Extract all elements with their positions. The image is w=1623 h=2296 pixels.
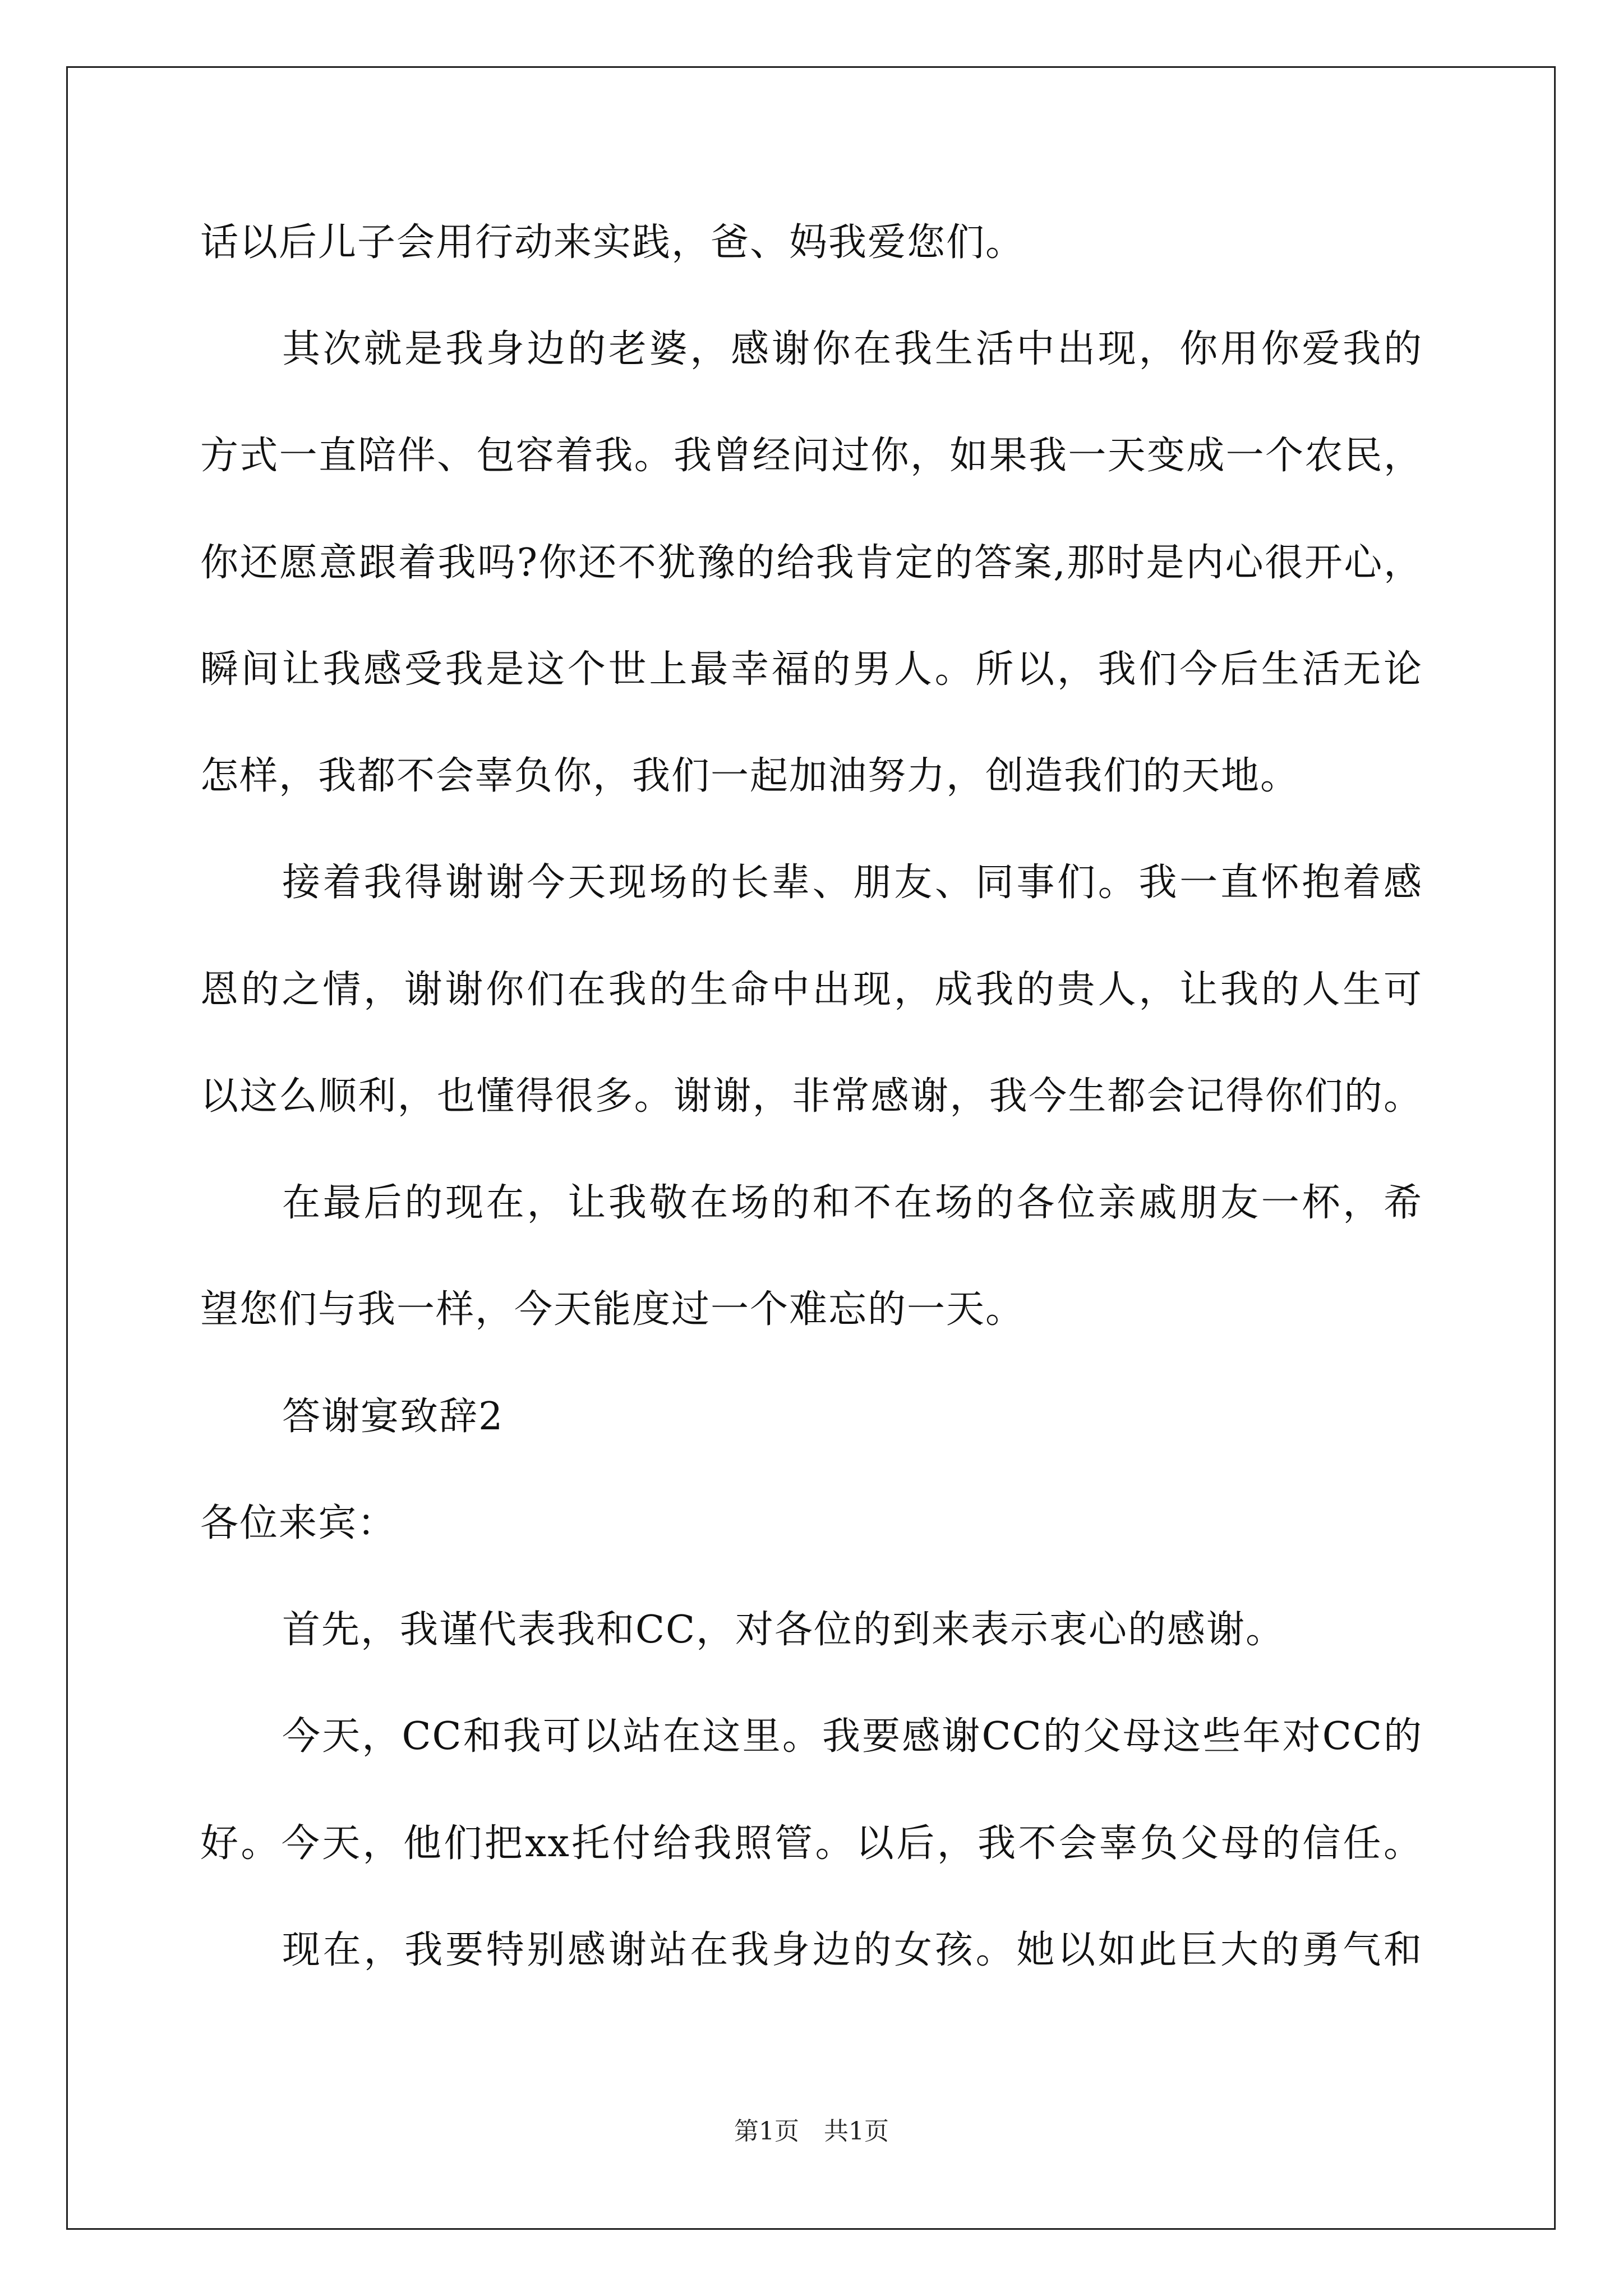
page-number-footer: 第1页 共1页 xyxy=(734,2117,889,2146)
text-line-1: 话以后儿子会用行动来实践，爸、妈我爱您们。 xyxy=(200,220,1025,265)
text-line-5: 瞬间让我感受我是这个世上最幸福的男人。所以，我们今后生活无论 xyxy=(200,647,1423,692)
text-line-3: 方式一直陪伴、包容着我。我曾经问过你，如果我一天变成一个农民， xyxy=(200,434,1423,478)
text-line-16: 好。今天，他们把xx托付给我照管。以后，我不会辜负父母的信任。 xyxy=(200,1821,1423,1866)
text-line-6: 怎样，我都不会辜负你，我们一起加油努力，创造我们的天地。 xyxy=(200,754,1300,798)
text-line-11: 望您们与我一样，今天能度过一个难忘的一天。 xyxy=(200,1287,1025,1332)
page-border xyxy=(66,66,1556,2230)
salutation: 各位来宾： xyxy=(200,1501,397,1545)
text-line-2: 其次就是我身边的老婆，感谢你在我生活中出现，你用你爱我的 xyxy=(282,327,1423,371)
section-heading: 答谢宴致辞2 xyxy=(282,1395,504,1439)
text-line-10: 在最后的现在，让我敬在场的和不在场的各位亲戚朋友一杯，希 xyxy=(282,1181,1423,1225)
text-line-7: 接着我得谢谢今天现场的长辈、朋友、同事们。我一直怀抱着感 xyxy=(282,861,1423,905)
text-line-4: 你还愿意跟着我吗?你还不犹豫的给我肯定的答案,那时是内心很开心， xyxy=(200,541,1423,585)
text-line-15: 今天，CC和我可以站在这里。我要感谢CC的父母这些年对CC的 xyxy=(282,1714,1423,1759)
text-line-14: 首先，我谨代表我和CC，对各位的到来表示衷心的感谢。 xyxy=(282,1608,1285,1652)
text-line-17: 现在，我要特别感谢站在我身边的女孩。她以如此巨大的勇气和 xyxy=(282,1928,1423,1972)
text-line-8: 恩的之情，谢谢你们在我的生命中出现，成我的贵人，让我的人生可 xyxy=(200,968,1423,1012)
text-line-9: 以这么顺利，也懂得很多。谢谢，非常感谢，我今生都会记得你们的。 xyxy=(200,1074,1423,1119)
